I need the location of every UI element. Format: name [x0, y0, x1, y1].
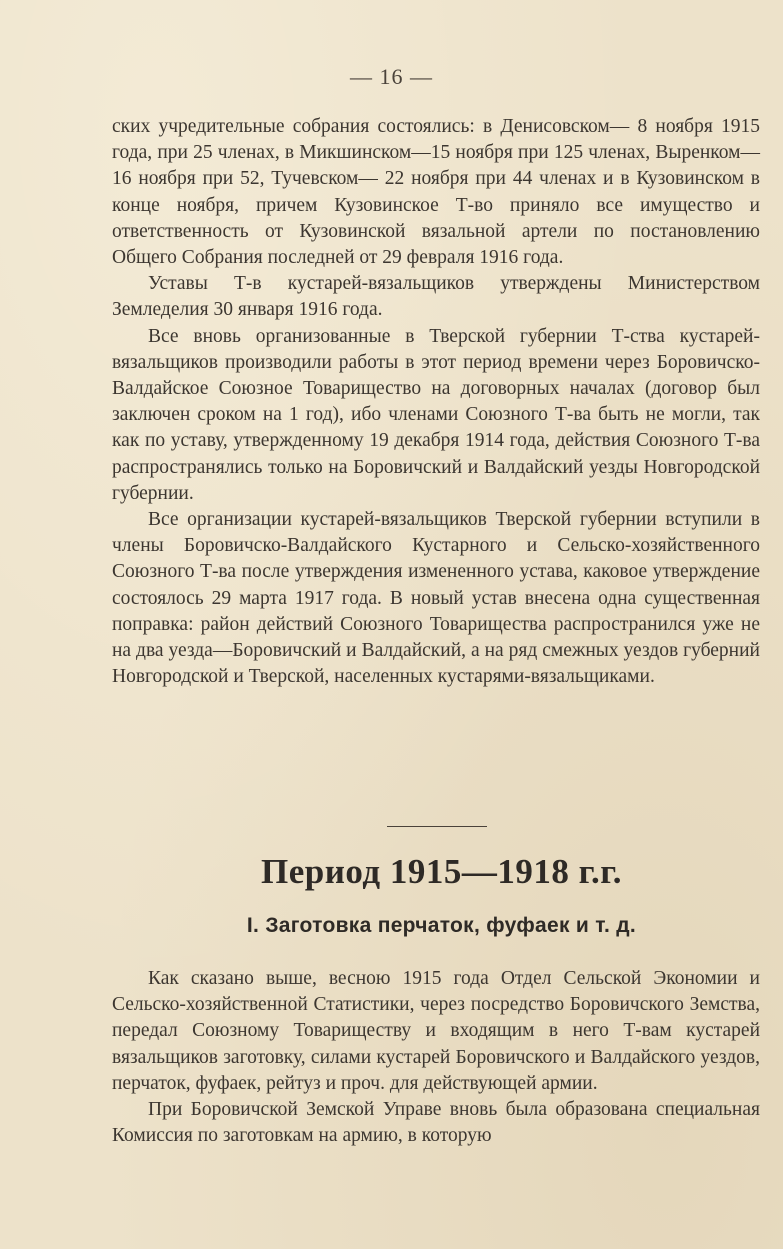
paragraph: При Боровичской Земской Управе вновь была образована специальная Комиссия по заготовкам на армию, в которую	[112, 1099, 760, 1147]
text-block-top	[112, 114, 760, 690]
paragraph: Уставы Т-в кустарей-вязальщиков утверждены Министерством Земледелия 30 января 1916 года.	[112, 273, 760, 321]
section-heading: I. Заготовка перчаток, фуфаек и т. д.	[246, 914, 637, 937]
paragraph: Как сказано выше, весною 1915 года Отдел Сельской Экономии и Сельско-хозяйственной Статистики, через посредство Боровичского Земства, передал Союзному Товариществу и входящим в него Т-вам кустарей вязальщиков заготовку, силами кустарей Боровичского и Валдайского уездов, перчаток, фуфаек, рейтуз и проч. для действующей армии.	[112, 968, 760, 1094]
period-heading: Период 1915—1918 г.г.	[261, 852, 622, 891]
paragraph: Все вновь организованные в Тверской губернии Т-ства кустарей-вязальщиков производили работы в этот период времени через Боровичско-Валдайское Союзное Товарищество на договорных началах (договор был заключен сроком на 1 год), ибо членами Союзного Т-ва быть не могли, так как по уставу, утвержденному 19 декабря 1914 года, действия Союзного Т-ва распространялись только на Боровичский и Валдайский уезды Новгородской губернии.	[112, 325, 760, 504]
paragraph: ских учредительные собрания состоялись: в Денисовском— 8 ноября 1915 года, при 25 членах, в Микшинском—15 ноября при 125 членах, Выренком—16 ноября при 52, Тучевском— 22 ноября при 44 членах и в Кузовинском в конце ноября, причем Кузовинское Т-во приняло все имущество и ответственность от Кузовинской вязальной артели по постановлению Общего Собрания последней от 29 февраля 1916 года.	[112, 116, 760, 269]
section-divider	[387, 826, 487, 827]
page-number: — 16 —	[350, 64, 433, 89]
text-block-bottom	[112, 966, 760, 1149]
paragraph: Все организации кустарей-вязальщиков Тверской губернии вступили в члены Боровичско-Валдайского Кустарного и Сельско-хозяйственного Союзного Т-ва после утверждения измененного устава, каковое утверждение состоялось 29 марта 1917 года. В новый устав внесена одна существенная поправка: район действий Союзного Товарищества распространился уже не на два уезда—Боровичский и Валдайский, а на ряд смежных уездов губерний Новгородской и Тверской, населенных кустарями-вязальщиками.	[112, 509, 760, 688]
